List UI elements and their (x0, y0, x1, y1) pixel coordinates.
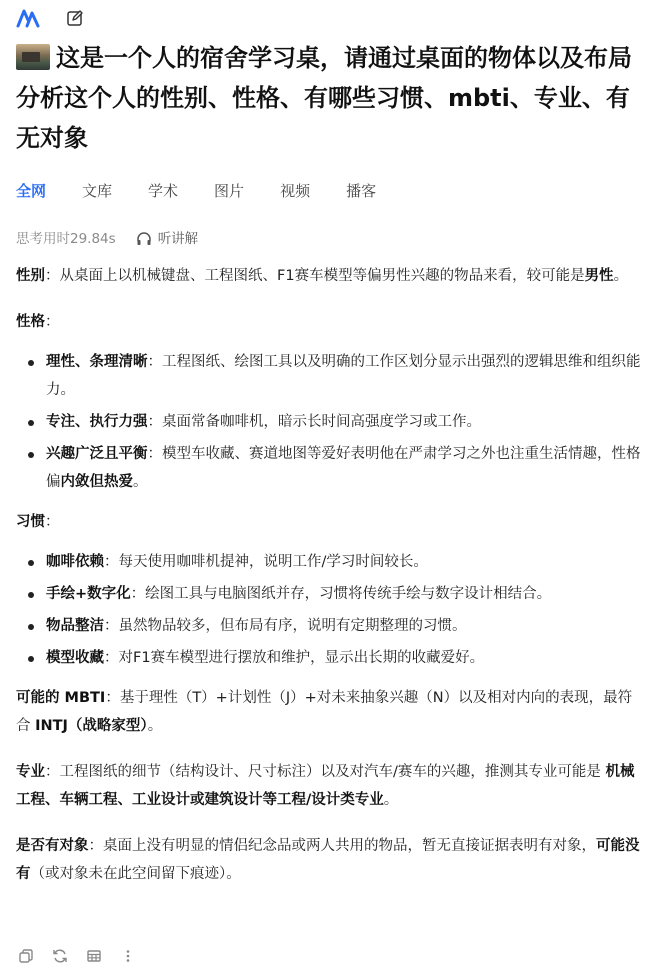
list-item-emphasis: 内敛但热爱 (60, 474, 133, 490)
mbti-text: ：基于理性（T）+计划性（J）+对未来抽象兴趣（N）以及相对内向的表现，最符合 (16, 690, 633, 734)
regenerate-button[interactable] (50, 946, 70, 966)
list-item-text: ：绘图工具与电脑图纸并存，习惯将传统手绘与数字设计相结合。 (130, 586, 552, 602)
partner-conclusion: 可能没有 (16, 838, 640, 882)
table-button[interactable] (84, 946, 104, 966)
major-text: ：工程图纸的细节（结构设计、尺寸标注）以及对汽车/赛车的兴趣，推测其专业可能是 (45, 764, 606, 780)
list-item (46, 644, 646, 672)
copy-button[interactable] (16, 946, 36, 966)
partner-paragraph (16, 832, 646, 888)
list-item-title: 模型收藏 (46, 650, 104, 666)
personality-list (16, 348, 646, 496)
gender-text: ：从桌面上以机械键盘、工程图纸、F1赛车模型等偏男性兴趣的物品来看，较可能是 (45, 268, 585, 284)
more-icon (120, 948, 136, 964)
list-item (46, 348, 646, 404)
top-bar (0, 0, 660, 36)
gender-end: 。 (613, 268, 629, 284)
edit-icon[interactable] (66, 9, 84, 27)
list-item-title: 物品整洁 (46, 618, 104, 634)
habits-colon: ： (45, 514, 60, 530)
habits-list (16, 548, 646, 672)
mbti-end: 。 (147, 718, 163, 734)
question-title: 这是一个人的宿舍学习桌，请通过桌面的物体以及布局分析这个人的性别、性格、有哪些习惯、mbti、专业、有无对象 (16, 44, 632, 152)
listen-label: 听讲解 (157, 231, 199, 247)
list-item-text: ：桌面常备咖啡机，暗示长时间高强度学习或工作。 (147, 414, 481, 430)
regenerate-icon (52, 948, 68, 964)
mbti-paragraph (16, 684, 646, 740)
partner-end: （或对象未在此空间留下痕迹）。 (30, 866, 241, 882)
list-item (46, 440, 646, 496)
more-button[interactable] (118, 946, 138, 966)
major-end: 。 (383, 792, 399, 808)
list-item-title: 专注、执行力强 (46, 414, 148, 430)
major-paragraph (16, 758, 646, 814)
list-item-title: 兴趣广泛且平衡 (46, 446, 148, 462)
personality-label: 性格 (16, 314, 45, 330)
tab-podcasts[interactable]: 播客 (346, 182, 377, 200)
personality-colon: ： (45, 314, 60, 330)
habits-heading (16, 508, 646, 536)
gender-label: 性别 (16, 268, 45, 284)
mbti-label: 可能的 MBTI (16, 690, 106, 706)
headphones-icon (136, 231, 152, 247)
answer-content (16, 262, 646, 906)
listen-button[interactable] (136, 228, 199, 250)
list-item-title: 咖啡依赖 (46, 554, 104, 570)
list-item (46, 612, 646, 640)
uploaded-image-thumbnail[interactable] (16, 44, 50, 70)
personality-heading (16, 308, 646, 336)
tab-videos[interactable]: 视频 (280, 182, 311, 200)
list-item-title: 手绘+数字化 (46, 586, 131, 602)
list-item-end: 。 (133, 474, 148, 490)
copy-icon (18, 948, 34, 964)
source-tabs (16, 178, 412, 206)
mbti-conclusion: INTJ（战略家型） (35, 718, 148, 734)
tab-library[interactable]: 文库 (82, 182, 113, 200)
list-item-text: ：工程图纸、绘图工具以及明确的工作区划分显示出强烈的逻辑思维和组织能力。 (46, 354, 641, 398)
gender-paragraph (16, 262, 646, 290)
partner-label: 是否有对象 (16, 838, 89, 854)
list-item (46, 548, 646, 576)
table-icon (86, 948, 102, 964)
list-item-text: ：每天使用咖啡机提神，说明工作/学习时间较长。 (104, 554, 428, 570)
list-item-title: 理性、条理清晰 (46, 354, 148, 370)
list-item (46, 408, 646, 436)
answer-actions (16, 946, 138, 966)
tab-academic[interactable]: 学术 (148, 182, 179, 200)
tab-all-web[interactable]: 全网 (16, 182, 47, 200)
list-item-text: ：虽然物品较多，但布局有序，说明有定期整理的习惯。 (104, 618, 467, 634)
brand-logo-icon[interactable] (16, 8, 40, 28)
thinking-time: 思考用时29.84s (16, 231, 116, 247)
major-conclusion: 机械工程、车辆工程、工业设计或建筑设计等工程/设计类专业 (16, 764, 635, 808)
question-header (16, 38, 646, 158)
habits-label: 习惯 (16, 514, 45, 530)
list-item-text: ：模型车收藏、赛道地图等爱好表明他在严肃学习之外也注重生活情趣，性格偏 (46, 446, 641, 490)
partner-text: ：桌面上没有明显的情侣纪念品或两人共用的物品，暂无直接证据表明有对象， (88, 838, 596, 854)
gender-conclusion: 男性 (584, 268, 614, 284)
list-item-text: ：对F1赛车模型进行摆放和维护，显示出长期的收藏爱好。 (104, 650, 485, 666)
major-label: 专业 (16, 764, 45, 780)
list-item (46, 580, 646, 608)
tab-images[interactable]: 图片 (214, 182, 245, 200)
answer-meta (16, 228, 198, 250)
